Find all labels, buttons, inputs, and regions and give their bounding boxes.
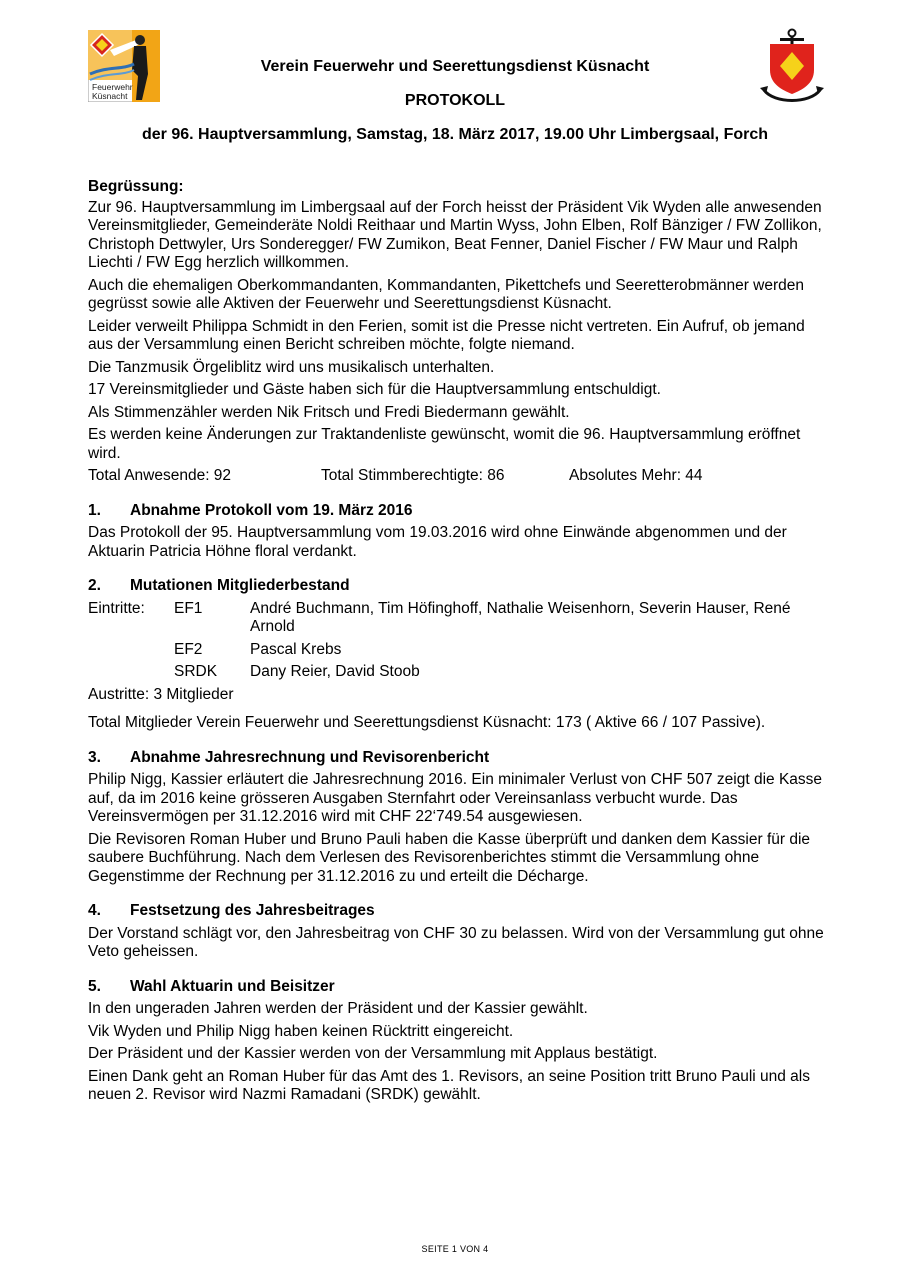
- entries-label: Eintritte:: [88, 599, 145, 617]
- welcome-paragraph: Auch die ehemaligen Oberkommandanten, Kommandanten, Pikettchefs und Seeretterobmänner werden gegrüsst sowie alle Aktiven der Feuerwehr und Seerettungsdienst Küsnacht.: [88, 276, 805, 312]
- section-number: 3.: [88, 748, 101, 766]
- page-number: SEITE 1 VON 4: [421, 1244, 489, 1254]
- section-heading: [88, 577, 828, 596]
- welcome-paragraph: 17 Vereinsmitglieder und Gäste haben sich für die Hauptversammlung entschuldigt.: [88, 381, 661, 398]
- section-text: In den ungeraden Jahren werden der Präsident und der Kassier gewählt.: [88, 1000, 588, 1017]
- total-present: Total Anwesende: 92: [88, 467, 232, 484]
- section-number: 1.: [88, 501, 101, 519]
- section-text: Philip Nigg, Kassier erläutert die Jahresrechnung 2016. Ein minimaler Verlust von CHF 507 zeigt die Kasse auf, da im 2016 keine grösseren Ausgaben Sternfahrt oder Vereinsanlass verbucht wurde. Das Vereinsvermögen per 31.12.2016 wird mit CHF 22‘749.54 ausgewiesen.: [88, 771, 823, 825]
- members-total: Total Mitglieder Verein Feuerwehr und Seerettungsdienst Küsnacht: 173 ( Aktive 66 / 107 Passive).: [88, 714, 766, 731]
- entry-names: Pascal Krebs: [250, 640, 342, 658]
- document-type: PROTOKOLL: [404, 92, 506, 109]
- absolute-majority: Absolutes Mehr: 44: [569, 467, 703, 484]
- section-text: Der Präsident und der Kassier werden von der Versammlung mit Applaus bestätigt.: [88, 1045, 658, 1062]
- protocol-body: [88, 178, 828, 1109]
- meeting-subtitle: der 96. Hauptversammlung, Samstag, 18. März 2017, 19.00 Uhr Limbergsaal, Forch: [141, 126, 769, 143]
- entry-code: SRDK: [174, 663, 218, 680]
- entry-code: EF2: [174, 640, 203, 658]
- section-number: 5.: [88, 977, 101, 995]
- logo-text-line1: Feuerwehr: [92, 82, 133, 92]
- section-number: 4.: [88, 902, 101, 919]
- section-text: Das Protokoll der 95. Hauptversammlung vom 19.03.2016 wird ohne Einwände abgenommen und der Aktuarin Patricia Höhne floral verdankt.: [88, 524, 787, 560]
- organization-title: Verein Feuerwehr und Seerettungsdienst Küsnacht: [260, 58, 650, 75]
- logo-text-line2: Küsnacht: [92, 91, 128, 101]
- welcome-heading: Begrüssung:: [88, 178, 184, 195]
- membership-entries: [88, 600, 828, 682]
- section-heading: [88, 978, 828, 997]
- section-text: Einen Dank geht an Roman Huber für das Amt des 1. Revisors, an seine Position tritt Bruno Pauli und als neuen 2. Revisor wird Nazmi Ramadani (SRDK) gewählt.: [88, 1067, 810, 1103]
- section-title: Mutationen Mitgliederbestand: [130, 577, 350, 594]
- section-heading: [88, 502, 828, 521]
- section-text: Die Revisoren Roman Huber und Bruno Pauli haben die Kasse überprüft und danken dem Kassier für die saubere Buchführung. Nach dem Verlesen des Revisorenberichtes stimmt die Versammlung ohne Gegenstimme der Rechnung per 31.12.2016 zu und erteilt die Décharge.: [88, 830, 811, 885]
- total-voters: Total Stimmberechtigte: 86: [321, 467, 505, 484]
- section-number: 2.: [88, 577, 101, 594]
- welcome-paragraph: Zur 96. Hauptversammlung im Limbergsaal auf der Forch heisst der Präsident Vik Wyden alle anwesenden Vereinsmitglieder, Gemeinderäte Noldi Reithaar und Martin Wyss, John Elben, Rolf Bänziger / FW Zollikon, Christoph Dettwyler, Urs Sonderegger/ FW Zumikon, Beat Fenner, Daniel Fischer / FW Maur und Ralph Liechti / FW Egg herzlich willkommen.: [88, 198, 822, 271]
- welcome-paragraph: Die Tanzmusik Örgeliblitz wird uns musikalisch unterhalten.: [88, 358, 495, 376]
- welcome-paragraph: Leider verweilt Philippa Schmidt in den Ferien, somit ist die Presse nicht vertreten. Ein Aufruf, ob jemand aus der Versammlung einen Bericht schreiben möchte, folgte niemand.: [88, 317, 805, 353]
- entry-code: EF1: [174, 599, 203, 617]
- entry-names: André Buchmann, Tim Höfinghoff, Nathalie Weisenhorn, Severin Hauser, René Arnold: [250, 599, 791, 635]
- section-text: Der Vorstand schlägt vor, den Jahresbeitrag von CHF 30 zu belassen. Wird von der Versammlung gut ohne Veto geheissen.: [88, 924, 824, 960]
- exits-text: Austritte: 3 Mitglieder: [88, 685, 234, 703]
- welcome-paragraph: Es werden keine Änderungen zur Traktandenliste gewünscht, womit die 96. Hauptversammlung eröffnet wird.: [88, 426, 801, 462]
- section-title: Festsetzung des Jahresbeitrages: [130, 902, 375, 919]
- attendance-totals: [88, 467, 828, 486]
- section-heading: [88, 749, 828, 768]
- section-title: Abnahme Protokoll vom 19. März 2016: [130, 501, 413, 519]
- entry-names: Dany Reier, David Stoob: [250, 663, 420, 680]
- section-title: Wahl Aktuarin und Beisitzer: [130, 977, 335, 995]
- section-title: Abnahme Jahresrechnung und Revisorenbericht: [130, 748, 490, 766]
- section-text: Vik Wyden und Philip Nigg haben keinen Rücktritt eingereicht.: [88, 1022, 514, 1040]
- welcome-paragraph: Als Stimmenzähler werden Nik Fritsch und Fredi Biedermann gewählt.: [88, 403, 570, 421]
- section-heading: [88, 902, 828, 921]
